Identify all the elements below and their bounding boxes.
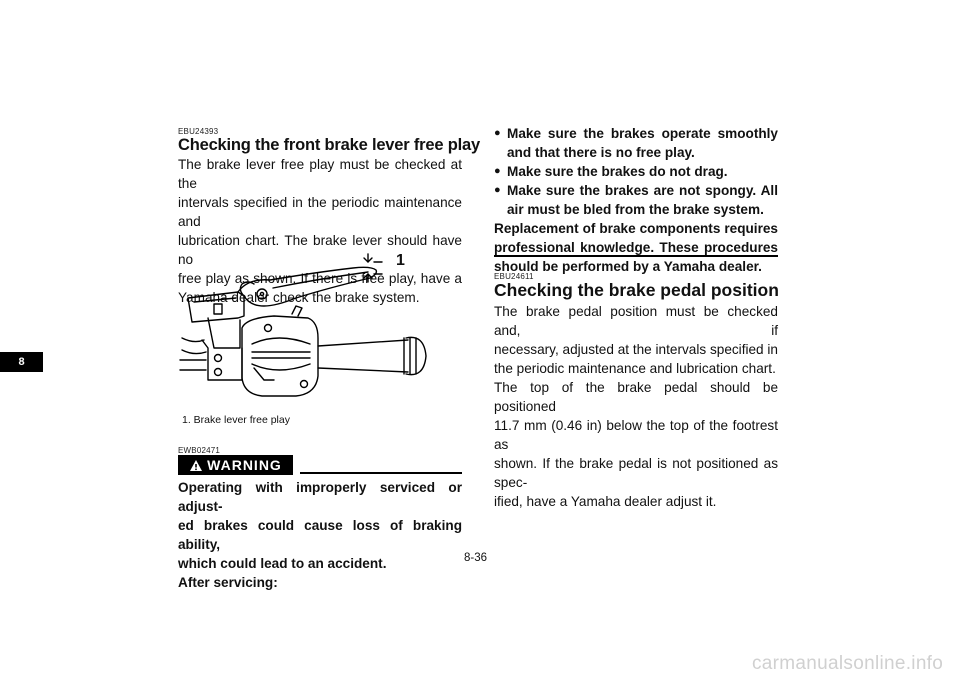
bullet-icon: ●: [494, 184, 501, 196]
body-line: intervals specified in the periodic maintenance and: [178, 195, 462, 229]
page-number: 8-36: [464, 552, 488, 564]
section-code-front-brake: EBU24393: [178, 127, 219, 136]
list-item: [494, 124, 778, 162]
body-line: lubrication chart. The brake lever should have no: [178, 233, 462, 267]
body-line: ified, have a Yamaha dealer adjust it.: [494, 494, 717, 509]
warning-line: Operating with improperly serviced or adjust-: [178, 480, 462, 514]
bullet-text: Make sure the brakes are not spongy. All air must be bled from the brake system.: [507, 183, 778, 217]
body-line: The top of the brake pedal should be positioned: [494, 380, 778, 414]
body-line: The brake lever free play must be checked at the: [178, 157, 462, 191]
warning-label: WARNING: [207, 457, 282, 473]
replacement-line: should be performed by a Yamaha dealer.: [494, 259, 762, 274]
section-code-brake-pedal: EBU24611: [494, 272, 534, 281]
replacement-line: Replacement of brake components requires: [494, 221, 778, 236]
body-line: The brake pedal position must be checked and, if: [494, 304, 778, 338]
body-line: necessary, adjusted at the intervals specified in: [494, 342, 778, 357]
front-brake-heading: Checking the front brake lever free play: [178, 136, 480, 154]
list-item: [494, 162, 778, 181]
warning-line: After servicing:: [178, 575, 278, 590]
site-credit: carmanualsonline.info: [752, 653, 944, 674]
brake-pedal-body: [494, 302, 778, 511]
warning-badge: [178, 455, 293, 475]
body-line: Yamaha dealer check the brake system.: [178, 290, 420, 305]
bullet-text: Make sure the brakes do not drag.: [507, 164, 728, 179]
replacement-line: professional knowledge. These procedures: [494, 240, 778, 255]
warning-triangle-icon: [189, 459, 203, 472]
warning-end-rule: [494, 255, 778, 257]
bullet-icon: ●: [494, 165, 501, 177]
list-item: [494, 181, 778, 219]
bullet-text: Make sure the brakes operate smoothly and that there is no free play.: [507, 126, 778, 160]
figure-caption: 1. Brake lever free play: [182, 414, 290, 426]
after-servicing-list: [494, 124, 778, 276]
warning-line: which could lead to an accident.: [178, 556, 387, 571]
body-line: shown. If the brake pedal is not positioned as spec-: [494, 456, 778, 490]
body-line: free play as shown. If there is free play, have a: [178, 271, 462, 286]
brake-lever-illustration: [178, 248, 448, 408]
callout-number: 1: [396, 252, 405, 269]
brake-lever-figure: [178, 248, 448, 408]
brake-pedal-heading: Checking the brake pedal position: [494, 280, 779, 300]
warning-text: [178, 478, 462, 592]
warning-rule: [300, 472, 462, 474]
chapter-tab: 8: [0, 352, 43, 372]
bullet-icon: ●: [494, 127, 501, 139]
warning-line: ed brakes could cause loss of braking ability,: [178, 518, 462, 552]
warning-code: EWB02471: [178, 446, 221, 455]
body-line: 11.7 mm (0.46 in) below the top of the footrest as: [494, 418, 778, 452]
body-line: the periodic maintenance and lubrication chart.: [494, 361, 776, 376]
